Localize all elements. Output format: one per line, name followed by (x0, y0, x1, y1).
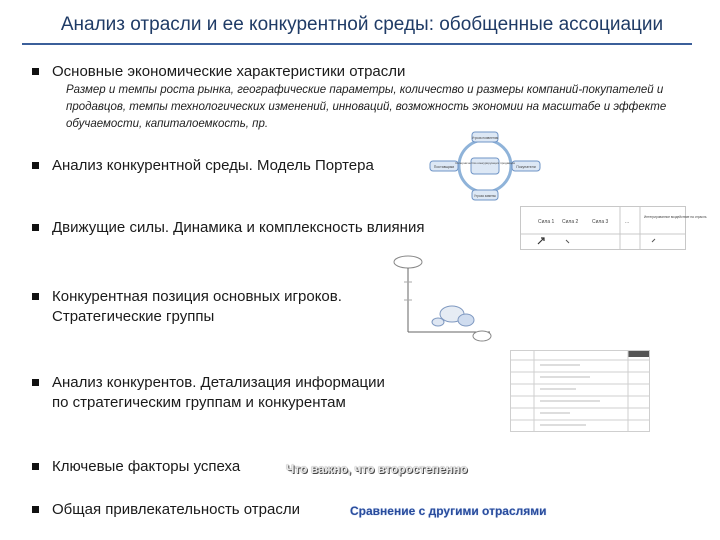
title-underline (22, 43, 692, 45)
bullet-text: Ключевые факторы успеха (52, 458, 241, 475)
industry-comparison-note: Сравнение с другими отраслями (350, 504, 547, 518)
porter-diagram (426, 128, 544, 204)
porter-bottom-label: Угроза замены (474, 194, 496, 198)
competitor-detail-table (510, 350, 650, 432)
bullet-text: Анализ конкурентов. Детализация информации (52, 374, 385, 391)
bullet-marker (32, 293, 39, 300)
table-header-2: Сила 2 (562, 219, 579, 225)
bullet-text: Конкурентная позиция основных игроков. (52, 288, 342, 305)
table-header-block (628, 351, 649, 357)
bullet-marker (32, 224, 39, 231)
table-header-3: Сила 3 (592, 219, 609, 225)
table-header-1: Сила 1 (538, 219, 555, 225)
map-label-bubble (394, 256, 422, 268)
table-frame (511, 351, 650, 432)
group-bubble (432, 318, 444, 326)
map-label-bubble (473, 331, 491, 341)
bullet-subtext: Размер и темпы роста рынка, географические параметры, количество и размеры компаний-покупателей и продавцов, темпы технологических изменений, инноваций, возможность экономии на масштабе и эффекте обучаемости, капиталоемкость, пр. (66, 84, 667, 130)
bullet-text: Основные экономические характеристики отрасли (52, 63, 406, 80)
group-bubble (458, 314, 474, 326)
bullet-text: Стратегические группы (52, 308, 215, 325)
key-factors-note: Что важно, что второстепенно (286, 462, 468, 476)
bullet-marker (32, 68, 39, 75)
bullet-marker (32, 506, 39, 513)
table-header-4: ... (625, 219, 630, 225)
bullet-marker (32, 162, 39, 169)
strategic-group-map (390, 252, 500, 344)
bullet-text: Движущие силы. Динамика и комплексность влияния (52, 219, 425, 236)
porter-left-label: Поставщики (433, 165, 455, 169)
bullet-text: Общая привлекательность отрасли (52, 501, 300, 518)
table-frame (521, 207, 686, 250)
porter-right-label: Покупатели (516, 165, 536, 169)
bullet-marker (32, 379, 39, 386)
bullet-text: по стратегическим группам и конкурентам (52, 394, 346, 411)
table-header-5: Интегрированное воздействие на отрасль (644, 215, 707, 219)
porter-center-label: Соперничество конкурирующих продавцов (455, 161, 515, 165)
bullet-text: Анализ конкурентной среды. Модель Портера (52, 157, 374, 174)
driving-forces-table (520, 206, 707, 250)
slide-title: Анализ отрасли и ее конкурентной среды: обобщенные ассоциации (60, 14, 664, 35)
porter-top-label: Угроза появления (471, 136, 499, 140)
bullet-marker (32, 463, 39, 470)
